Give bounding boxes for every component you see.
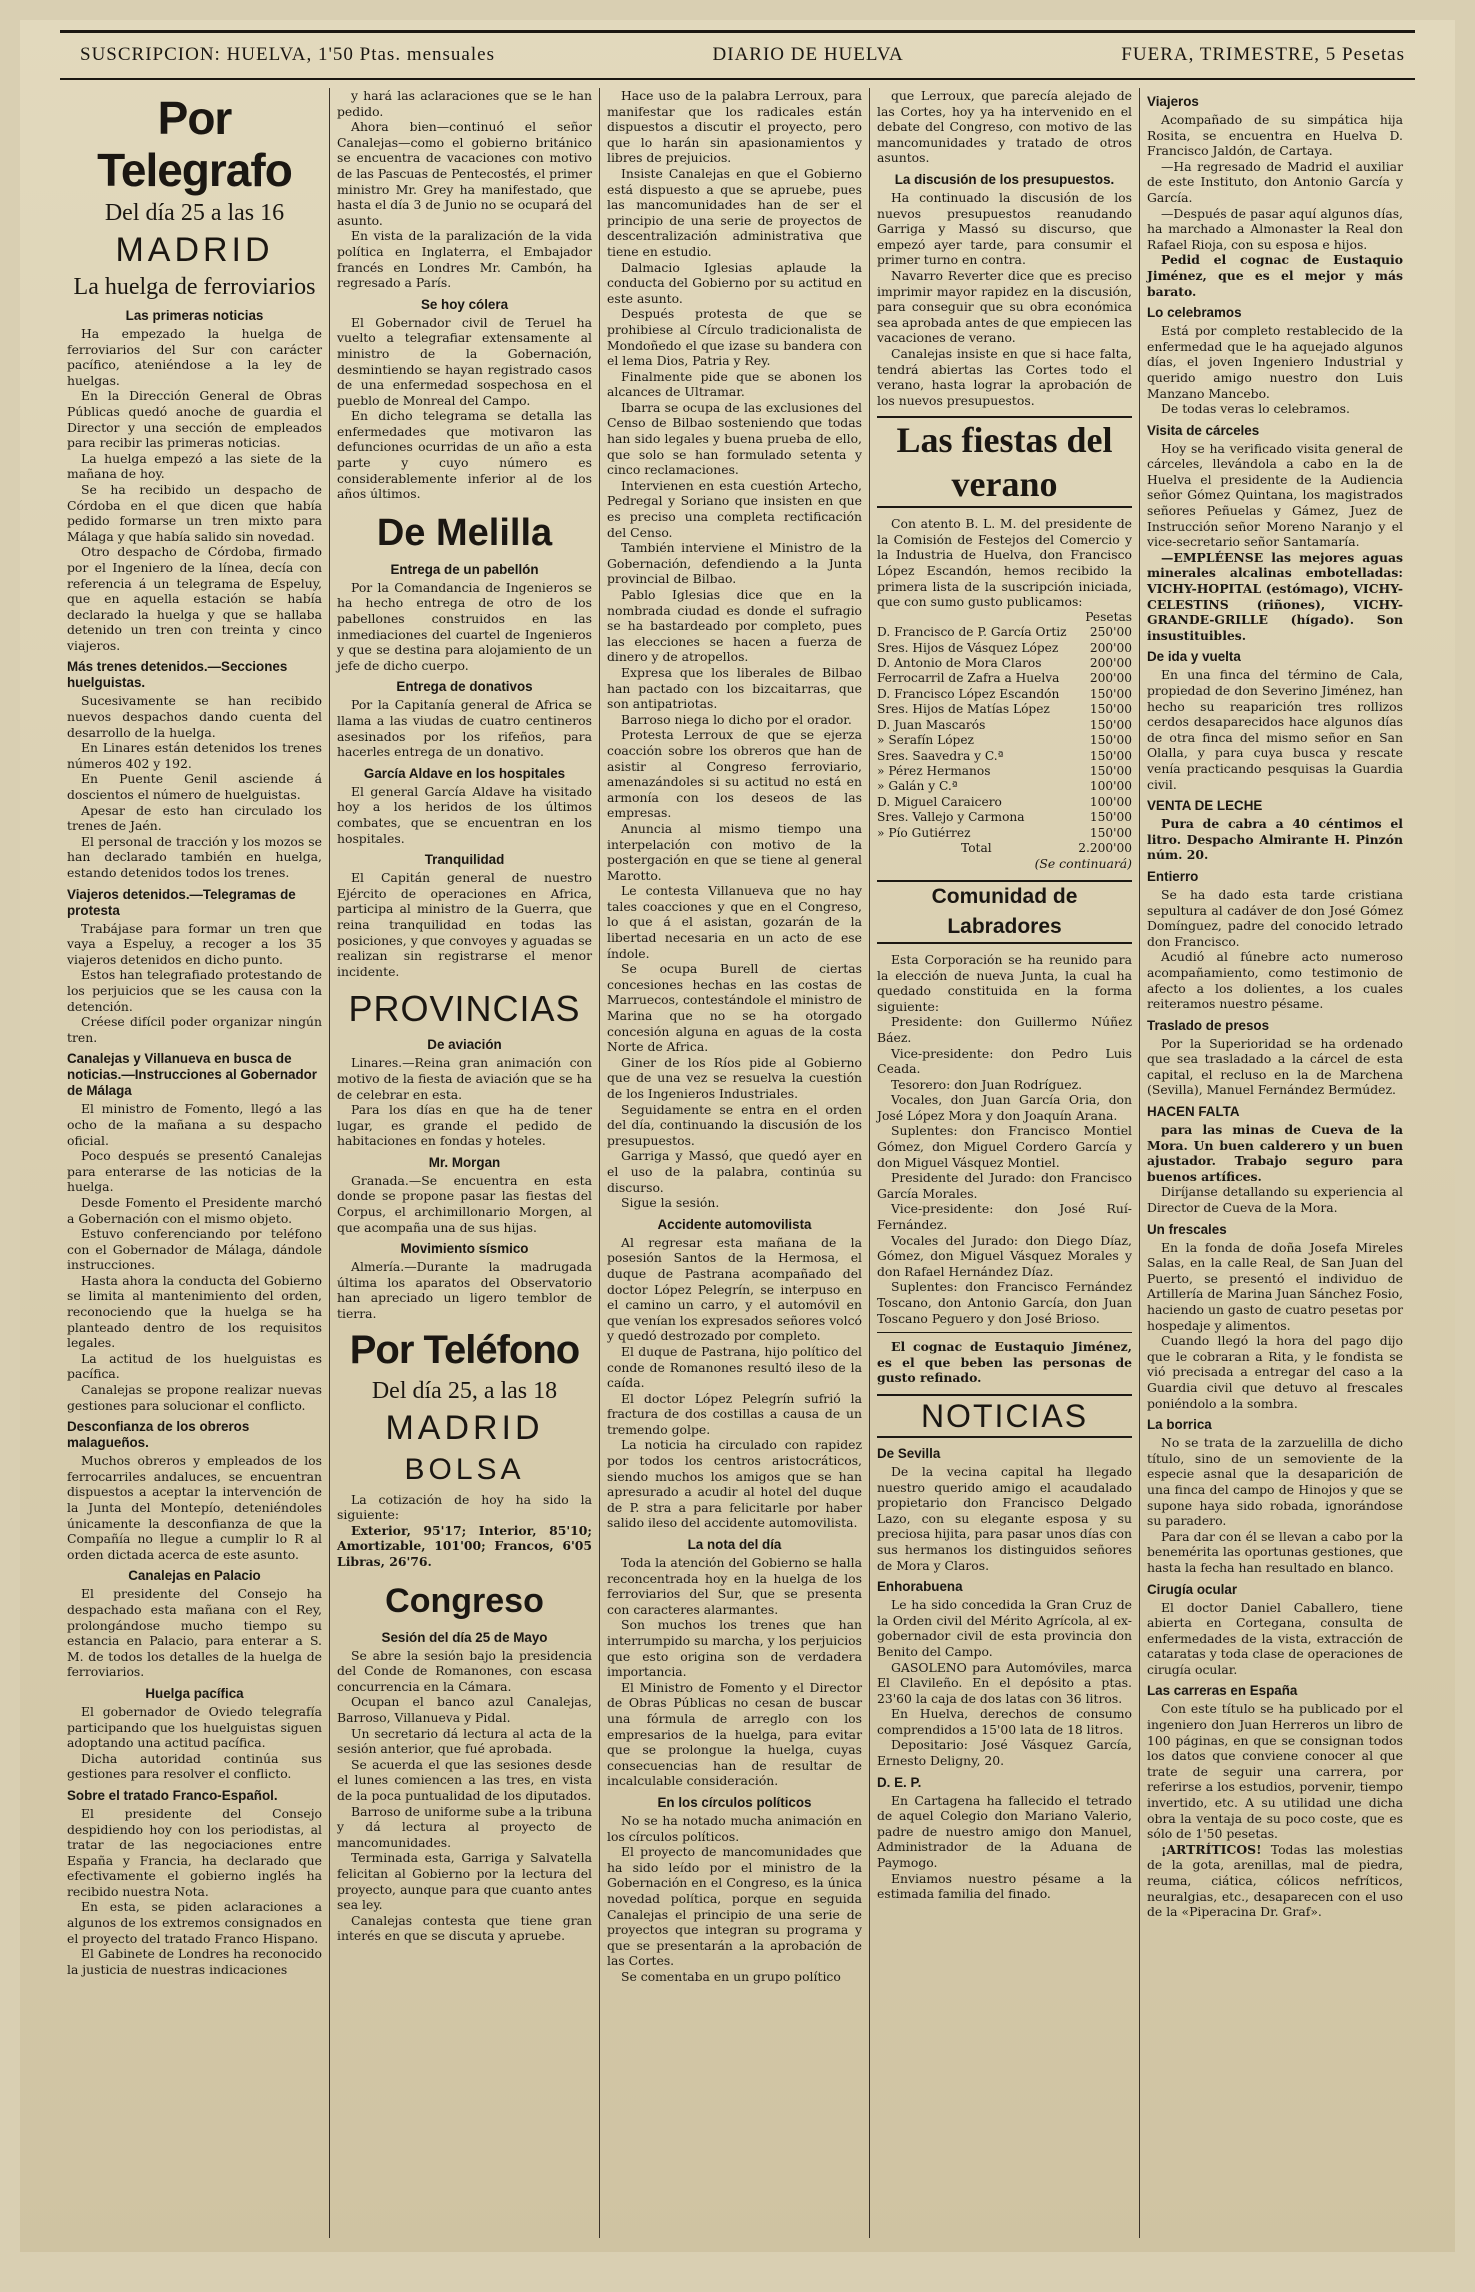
paragraph: Poco después se presentó Canalejas para enterarse de las noticias de la huelga. xyxy=(67,1148,322,1195)
column-4 xyxy=(870,88,1140,2238)
subheading: Sesión del día 25 de Mayo xyxy=(381,1629,548,1645)
subheading: La borrica xyxy=(1147,1417,1212,1433)
paragraph: Está por completo restablecido de la enfermedad que le ha aquejado algunos días, el joven Ingeniero Industrial y querido amigo nuestro don Luis Manzano Mancebo. xyxy=(1147,323,1403,401)
paragraph: Con este título se ha publicado por el ingeniero don Juan Herreros un libro de 100 páginas, en que se consignan todos los datos que conviene conocer al que trate de seguir una carrera, por referirse a los estudios, porvenir, tiempo invertido, etc. A su utilidad une dicha obra la ventaja de su poco coste, que es sólo de 1'50 pesetas. xyxy=(1147,1701,1403,1842)
paragraph: El Capitán general de nuestro Ejército de operaciones en Africa, participa al ministro de la Guerra, que reina tranquilidad en todas las posiciones, y que convoyes y aguadas se realizan sin registrarse el menor incidente. xyxy=(337,870,592,979)
subscription-local: SUSCRIPCION: HUELVA, 1'50 Ptas. mensuales xyxy=(80,44,495,65)
paragraph: Hoy se ha verificado visita general de cárceles, llevándola a cabo en la de Huelva el presidente de la Audiencia señor Gómez Quintana, los magistrados señores Peñuelas y Gámez, Juez de Instrucción señor Moreno Naranjo y el vice-secretario señor Santamaría. xyxy=(1147,440,1403,550)
donor-amount: 100'00 xyxy=(1089,794,1132,809)
paragraph: Granada.—Se encuentra en esta donde se propone pasar las fiestas del Corpus, el archimillonario Morgen, al que acompaña una de sus hijas. xyxy=(337,1172,592,1235)
paragraph: En Huelva, derechos de consumo comprendidos a 15'00 lata de 18 litros. xyxy=(877,1706,1132,1737)
list-item xyxy=(877,641,1132,656)
paragraph: Sigue la sesión. xyxy=(621,1195,720,1211)
paragraph: Presidente del Jurado: don Francisco García Morales. xyxy=(877,1170,1132,1201)
paragraph: Ha empezado la huelga de ferroviarios del Sur con carácter pacífico, ateniéndose a la ley de huelgas. xyxy=(67,326,322,388)
donor-amount: 150'00 xyxy=(1089,733,1132,748)
columns xyxy=(60,88,1430,2238)
paragraph: Por la Superioridad se ha ordenado que sea trasladado a la cárcel de esta capital, el recluso en la de Marchena (Sevilla), Manuel Fernández Bermúdez. xyxy=(1147,1035,1403,1098)
masthead xyxy=(80,40,1405,70)
paragraph: Se ocupa Burell de ciertas concesiones hechas en las costas de Marruecos, contestándole el ministro de Marina que no se ha otorgado concesión alguna en aguas de la costa Norte de Africa. xyxy=(607,961,862,1055)
paragraph: Pablo Iglesias dice que en la nombrada ciudad es donde el sufragio se ha bastardeado por completo, pues las elecciones se hacen a fuerza de dinero y de atropellos. xyxy=(607,587,862,665)
subheading: Entierro xyxy=(1147,868,1199,884)
masthead-rule xyxy=(60,78,1415,80)
list-item xyxy=(877,671,1132,686)
paragraph: que Lerroux, que parecía alejado de las Cortes, hoy ya ha intervenido en el debate del Congreso, con motivo de las mancomunidades y tratado de otros asuntos. xyxy=(877,88,1132,166)
paragraph: Almería.—Durante la madrugada última los aparatos del Observatorio han apreciado un ligero temblor de tierra. xyxy=(337,1259,592,1322)
subheading: Traslado de presos xyxy=(1147,1017,1270,1033)
donor-name: Sres. Vallejo y Carmona xyxy=(877,810,1025,825)
paragraph: Seguidamente se entra en el orden del día, continuando la discusión de los presupuestos. xyxy=(607,1101,862,1148)
list-item xyxy=(877,795,1132,810)
list-item xyxy=(877,625,1132,640)
paragraph: En la Dirección General de Obras Públicas quedó anoche de guardia el Director y una sección de empleados para recibir las primeras noticias. xyxy=(67,388,322,451)
section-title: Comunidad de Labradores xyxy=(877,880,1132,944)
donor-name: Sres. Saavedra y C.ª xyxy=(877,748,1004,763)
paragraph: Suplentes: don Francisco Fernández Toscano, don Antonio García, don Juan Toscano Peguero y don José Brioso. xyxy=(877,1279,1132,1326)
paragraph: El Gobernador civil de Teruel ha vuelto a telegrafiar extensamente al ministro de la Gobernación, desmintiendo se hayan registrado casos de una enfermedad sospechosa en el pueblo de Monreal del Campo. xyxy=(337,314,592,408)
paragraph: Después protesta de que se prohibiese al Círculo tradicionalista de Mondoñedo el que izase su bandera con el lema Dios, Patria y Rey. xyxy=(607,306,862,369)
paragraph: Estuvo conferenciando por teléfono con el Gobernador de Málaga, dándole instrucciones. xyxy=(67,1226,322,1273)
paragraph: Toda la atención del Gobierno se halla reconcentrada hoy en la huelga de los ferroviarios del Sur, que se presenta con caracteres alarmantes. xyxy=(607,1555,862,1617)
paragraph: El ministro de Fomento, llegó a las ocho de la mañana a su despacho oficial. xyxy=(67,1101,322,1148)
paragraph: Se comentaba en un grupo político xyxy=(621,1968,841,1984)
donor-amount: 150'00 xyxy=(1089,810,1132,825)
donor-amount: 150'00 xyxy=(1089,748,1132,763)
paragraph: Desde Fomento el Presidente marchó a Gobernación con el mismo objeto. xyxy=(67,1194,322,1226)
subheading: Cirugía ocular xyxy=(1147,1581,1238,1597)
paragraph: El general García Aldave ha visitado hoy a los heridos de los últimos combates, que se encuentran en los hospitales. xyxy=(337,783,592,846)
subheading: De aviación xyxy=(427,1037,502,1053)
donor-amount: 200'00 xyxy=(1089,671,1132,686)
paragraph: Sucesivamente se han recibido nuevos despachos dando cuenta del desarrollo de la huelga. xyxy=(67,693,322,740)
column-3 xyxy=(600,88,870,2238)
paragraph: El doctor López Pelegrín sufrió la fractura de dos costillas a causa de un tremendo golpe. xyxy=(607,1390,862,1437)
paragraph: En una finca del término de Cala, propiedad de don Severino Jiménez, han hecho su reaparición tres rollizos cerdos desaparecidos hace algunos días de otra finca del mismo señor en San Olalla, y para cuya busca y rescate venía practicando pesquisas la Guardia civil. xyxy=(1147,667,1403,792)
paragraph: De todas veras lo celebramos. xyxy=(1161,401,1350,417)
paragraph: Al regresar esta mañana de la posesión Santos de la Hermosa, el duque de Pastrana acompañado del doctor López Pelegrín, se interpuso en el camino un carro, y el automóvil en que venían los expresados señores volcó y quedó destrozado por completo. xyxy=(607,1234,862,1344)
subheading: García Aldave en los hospitales xyxy=(363,765,566,781)
donor-name: » Galán y C.ª xyxy=(877,779,958,794)
donor-name: D. Francisco López Escandón xyxy=(877,686,1060,701)
paragraph: Hasta ahora la conducta del Gobierno se limita al mantenimiento del orden, reconociendo que la huelga se ha planteado dentro de los requisitos legales. xyxy=(67,1272,322,1351)
paragraph: Dicha autoridad continúa sus gestiones para resolver el conflicto. xyxy=(67,1750,322,1782)
paragraph: Para dar con él se llevan a cabo por la benemérita las oportunas gestiones, que hasta la fecha han resultado en blanco. xyxy=(1147,1528,1403,1575)
donor-name: D. Antonio de Mora Claros xyxy=(877,656,1042,671)
bolsa-heading: BOLSA xyxy=(404,1452,525,1486)
donor-name: » Pérez Hermanos xyxy=(877,763,991,778)
paragraph: GASOLENO para Automóviles, marca El Clavileño. En el depósito a ptas. 23'60 la caja de dos latas con 36 litros. xyxy=(877,1659,1132,1706)
ad-text: Todas las molestias de la gota, arenillas, mal de piedra, reuma, ciática, cólicos nefríticos, neuralgias, etc., desaparecen con el uso de la «Piperacina Dr. Graf». xyxy=(1147,1841,1403,1920)
paragraph: En esta, se piden aclaraciones a algunos de los extremos consignados en el proyecto del tratado Franco Hispano. xyxy=(67,1899,322,1946)
paragraph: Un secretario dá lectura al acta de la sesión anterior, que fué aprobada. xyxy=(337,1725,592,1757)
donor-name: D. Miguel Caraicero xyxy=(877,794,1002,809)
column-1 xyxy=(60,88,330,2238)
newspaper-title: DIARIO DE HUELVA xyxy=(712,44,904,65)
list-item xyxy=(877,656,1132,671)
donor-name: » Pío Gutiérrez xyxy=(877,825,971,840)
subheading: Un frescales xyxy=(1147,1221,1227,1237)
paragraph: —Después de pasar aquí algunos días, ha marchado a Almonaster la Real don Rafael Rioja, con su esposa e hijos. xyxy=(1147,205,1403,252)
paragraph: En Puente Genil asciende á doscientos el número de huelguistas. xyxy=(67,771,322,803)
paragraph: El personal de tracción y los mozos se han declarado también en huelga, estando detenidos todos los trenes. xyxy=(67,833,322,880)
donor-amount: 150'00 xyxy=(1089,825,1132,840)
dateline: Del día 25, a las 18 xyxy=(371,1377,558,1404)
paragraph: Apesar de esto han circulado los trenes de Jaén. xyxy=(67,802,322,834)
subheading: Más trenes detenidos.—Secciones huelguistas. xyxy=(67,659,288,691)
paragraph: Se acuerda el que las sesiones desde el lunes comiencen a las tres, en vista de la poca puntualidad de los diputados. xyxy=(337,1756,592,1803)
paragraph: Diríjanse detallando su experiencia al Director de Cueva de la Mora. xyxy=(1147,1184,1403,1216)
donor-name: D. Juan Mascarós xyxy=(877,717,986,732)
list-item xyxy=(877,810,1132,825)
paragraph: Suplentes: don Francisco Montiel Gómez, don Miguel Cordero García y don Miguel Vásquez Montiel. xyxy=(877,1123,1132,1170)
paragraph: Otro despacho de Córdoba, firmado por el Ingeniero de la línea, decía con referencia á un telegrama de Espeluy, que en aquella estación se había declarado la huelga y que se hallaba detenido un tren con treinta y cinco viajeros. xyxy=(67,544,322,653)
section-title: PROVINCIAS xyxy=(348,988,581,1030)
headline: La huelga de ferroviarios xyxy=(73,274,316,300)
paragraph: Esta Corporación se ha reunido para la elección de nueva Junta, la cual ha quedado constituida en la forma siguiente: xyxy=(877,951,1132,1014)
paragraph: La huelga empezó a las siete de la mañana de hoy. xyxy=(67,450,322,482)
subheading: Tranquilidad xyxy=(424,852,505,868)
paragraph: La cotización de hoy ha sido la siguiente: xyxy=(337,1491,592,1523)
paragraph: —Ha regresado de Madrid el auxiliar de este Instituto, don Antonio García y García. xyxy=(1147,158,1403,205)
subheading: Sobre el tratado Franco-Español. xyxy=(67,1787,278,1803)
paragraph: Acudió al fúnebre acto numeroso acompañamiento, como testimonio de afecto a los dolientes, a los cuales reiteramos nuestro pésame. xyxy=(1147,949,1403,1012)
city-heading: MADRID xyxy=(385,1408,544,1447)
subheading: Desconfianza de los obreros malagueños. xyxy=(67,1419,250,1451)
donor-name: D. Francisco de P. García Ortiz xyxy=(877,625,1067,640)
paragraph: Ocupan el banco azul Canalejas, Barroso, Villanueva y Pidal. xyxy=(337,1694,592,1725)
column-5 xyxy=(1140,88,1410,2238)
paragraph: Expresa que los liberales de Bilbao han pactado con los bizcaitarras, que son antipatriotas. xyxy=(607,664,862,712)
subheading: La discusión de los presupuestos. xyxy=(894,171,1115,187)
paragraph: Presidente: don Guillermo Núñez Báez. xyxy=(877,1014,1132,1045)
subheading: De ida y vuelta xyxy=(1147,649,1241,665)
advertisement: El cognac de Eustaquio Jiménez, es el que beben las personas de gusto refinado. xyxy=(877,1339,1132,1386)
divider xyxy=(877,1332,1132,1333)
subheading: Entrega de un pabellón xyxy=(390,561,539,577)
advertisement: Pura de cabra a 40 céntimos el litro. Despacho Almirante H. Pinzón núm. 20. xyxy=(1147,816,1403,863)
paragraph: Giner de los Ríos pide al Gobierno que de una vez se resuelva la cuestión de los Ingenieros Industriales. xyxy=(607,1054,862,1101)
subheading: Las primeras noticias xyxy=(125,308,264,323)
subheading: De Sevilla xyxy=(877,1445,941,1461)
subheading: Lo celebramos xyxy=(1147,305,1242,321)
donor-amount: 150'00 xyxy=(1089,717,1132,732)
donor-name: » Serafín López xyxy=(877,733,974,748)
paragraph: Navarro Reverter dice que es preciso imprimir mayor rapidez en la discusión, para conseguir que su obra económica sea aprobada antes de que empiecen las vacaciones de verano. xyxy=(877,267,1132,346)
paragraph: Ahora bien—continuó el señor Canalejas—como el gobierno británico se encuentra de vacaciones con motivo de las Pascuas de Pentecostés, el primer ministro Mr. Grey ha manifestado, que hasta el día 3 de Junio no se ocupará del asunto. xyxy=(337,119,592,228)
section-title: Por Telegrafo xyxy=(97,92,292,196)
paragraph: Ha continuado la discusión de los nuevos presupuestos reanudando Garriga y Massó su discurso, que empezó ayer tarde, para consumir el primer turno en contra. xyxy=(877,189,1132,268)
advertisement: Pedid el cognac de Eustaquio Jiménez, que es el mejor y más barato. xyxy=(1147,252,1403,299)
donor-amount: 150'00 xyxy=(1089,686,1132,701)
total-amount: 2.200'00 xyxy=(1078,840,1132,855)
paragraph: De la vecina capital ha llegado nuestro querido amigo el acaudalado propietario don Francisco Delgado Lazo, con su elegante esposa y su preciosa hijita, para pasar unos días con sus hermanos los distinguidos señores de Mora y Claros. xyxy=(877,1463,1132,1573)
subheading: Visita de cárceles xyxy=(1147,422,1260,438)
paragraph: Se ha recibido un despacho de Córdoba en el que dicen que había pedido formarse un tren mixto para Málaga y que había salido sin novedad. xyxy=(67,481,322,544)
paragraph: Por la Comandancia de Ingenieros se ha hecho entrega de otro de los pabellones construidos en las inmediaciones del cuartel de Ingenieros y que se destina para alojamiento de un jefe de dicho cuerpo. xyxy=(337,579,592,673)
paragraph: También interviene el Ministro de la Gobernación, defendiendo a la Junta provincial de Bilbao. xyxy=(607,540,862,587)
paragraph: En dicho telegrama se detalla las enfermedades que motivaron las defunciones ocurridas de un año a esta parte y cuyo número es considerablemente inferior al de los años últimos. xyxy=(337,408,592,502)
section-title: Congreso xyxy=(385,1581,544,1620)
donor-amount: 100'00 xyxy=(1089,779,1132,794)
donor-name: Sres. Hijos de Matías López xyxy=(877,702,1050,717)
paragraph: El doctor Daniel Caballero, tiene abierta en Cortegana, consulta de enfermedades de la vista, extracción de cataratas y toda clase de operaciones de cirugía ocular. xyxy=(1147,1599,1403,1677)
advertisement: —EMPLÉENSE las mejores aguas minerales alcalinas embotelladas: VICHY-HOPITAL (estómago), VICHY-CELESTINS (riñones), VICHY-GRANDE-GRILLE (hígado). Son insustituibles. xyxy=(1147,549,1403,643)
paragraph: La actitud de los huelguistas es pacífica. xyxy=(67,1350,322,1382)
donor-name: Sres. Hijos de Vásquez López xyxy=(877,640,1059,655)
paragraph: Hace uso de la palabra Lerroux, para manifestar que los radicales están dispuestos a discutir el proyecto, pero que lo harán sin apasionamientos y libres de prejuicios. xyxy=(607,88,862,166)
section-title: Por Teléfono xyxy=(349,1327,580,1372)
paragraph: Le ha sido concedida la Gran Cruz de la Orden civil del Mérito Agrícola, al ex-gobernador civil de esta provincia don Benito del Campo. xyxy=(877,1597,1132,1659)
paragraph: Insiste Canalejas en que el Gobierno está dispuesto a que se apruebe, pues las mancomunidades han de ser el principio de una serie de proyectos de descentralización administrativa que tiene en estudio. xyxy=(607,165,862,259)
subheading: Las carreras en España xyxy=(1147,1683,1298,1699)
paragraph: Se ha dado esta tarde cristiana sepultura al cadáver de don José Gómez Domínguez, padre del conocido letrado don Francisco. xyxy=(1147,886,1403,949)
advertisement xyxy=(1147,1842,1403,1920)
list-item xyxy=(877,749,1132,764)
subheading: Viajeros xyxy=(1147,94,1199,109)
subheading: Enhorabuena xyxy=(877,1579,963,1595)
subscription-outside: FUERA, TRIMESTRE, 5 Pesetas xyxy=(1121,44,1405,65)
paragraph: En Cartagena ha fallecido el tetrado de aquel Colegio don Mariano Valerio, padre de nuestro amigo don Manuel, Administrador de la Aduana de Paymogo. xyxy=(877,1792,1132,1871)
subscription-list xyxy=(877,610,1132,857)
paragraph: Créese difícil poder organizar ningún tren. xyxy=(67,1014,322,1045)
list-item xyxy=(877,826,1132,841)
paragraph: Trabájase para formar un tren que vaya a Espeluy, a recoger a los 35 viajeros detenidos en dicho punto. xyxy=(67,920,322,967)
total-label: Total xyxy=(961,840,992,855)
subheading: Movimiento sísmico xyxy=(400,1241,529,1257)
paragraph: El presidente del Consejo ha despachado esta mañana con el Rey, prolongándose mucho tiempo su estancia en Palacio, para enterar a S. M. de todos los detalles de la huelga de ferroviarios. xyxy=(67,1586,322,1680)
paragraph: Finalmente pide que se abonen los alcances de Ultramar. xyxy=(607,368,862,400)
stock-quotes: Exterior, 95'17; Interior, 85'10; Amortizable, 101'00; Francos, 6'05 Libras, 26'76. xyxy=(337,1522,592,1569)
section-title: Las fiestas del verano xyxy=(877,416,1132,508)
donor-name: Ferrocarril de Zafra a Huelva xyxy=(877,671,1060,686)
subheading: HACEN FALTA xyxy=(1147,1104,1240,1120)
paragraph: En vista de la paralización de la vida política en Inglaterra, el Embajador francés en Londres Mr. Cambón, ha regresado a París. xyxy=(337,228,592,291)
paragraph: En Linares están detenidos los trenes números 402 y 192. xyxy=(67,740,322,771)
paragraph: No se ha notado mucha animación en los círculos políticos. xyxy=(607,1812,862,1844)
subheading: VENTA DE LECHE xyxy=(1147,798,1263,814)
subheading: En los círculos políticos xyxy=(657,1794,812,1810)
paragraph: El proyecto de mancomunidades que ha sido leído por el ministro de la Gobernación en el Congreso, es la única novedad política, porque en seguida Canalejas el principio de una serie de proyectos que integran su programa y que se presentarán a la aprobación de las Cortes. xyxy=(607,1844,862,1969)
paragraph: Tesorero: don Juan Rodríguez. xyxy=(891,1076,1083,1092)
subheading: Viajeros detenidos.—Telegramas de protesta xyxy=(67,886,296,918)
paragraph: Canalejas contesta que tiene gran interés en que se discuta y apruebe. xyxy=(337,1912,592,1944)
subheading: Canalejas en Palacio xyxy=(128,1568,261,1584)
paragraph: Son muchos los trenes que han interrumpido su marcha, y los perjuicios que esto origina son de verdadera importancia. xyxy=(607,1617,862,1680)
paragraph: Terminada esta, Garriga y Salvatella felicitan al Gobierno por la lectura del proyecto, aunque para que cuanto antes sea ley. xyxy=(337,1850,592,1913)
paragraph: Vice-presidente: don Pedro Luis Ceada. xyxy=(877,1045,1132,1077)
paragraph: El Ministro de Fomento y el Director de Obras Públicas no cesan de buscar una fórmula de arreglo con los empresarios de la huelga, para evitar que se prolongue la huelga, cuyas consecuencias han de resultar de incalculable consideración. xyxy=(607,1679,862,1789)
paragraph: Barroso niega lo dicho por el orador. xyxy=(621,711,852,727)
subheading: Canalejas y Villanueva en busca de noticias.—Instrucciones al Gobernador de Málaga xyxy=(67,1051,318,1099)
list-item xyxy=(877,733,1132,748)
paragraph: Estos han telegrafiado protestando de los perjuicios que se les causa con la detención. xyxy=(67,967,322,1014)
paragraph: No se trata de la zarzuelilla de dicho título, sino de un semoviente de la especie asnal que la desaparición de una finca del campo de Hinojos y que se supone haya sido robada, ignorándose su paradero. xyxy=(1147,1435,1403,1529)
subheading: Se hoy cólera xyxy=(420,296,509,312)
donor-amount: 150'00 xyxy=(1089,763,1132,778)
list-item xyxy=(877,687,1132,702)
paragraph: Cuando llegó la hora del pago dijo que le cobraran a Rita, y le fondista se vió precisada a entregar del caso a la Guardia civil que detuvo al frescales poniéndolo a la sombra. xyxy=(1147,1333,1403,1411)
paragraph: Le contesta Villanueva que no hay tales coacciones y que en el Congreso, lo que á el asistan, gozarán de la libertad necesaria en un acto de ese índole. xyxy=(607,883,862,961)
paragraph: Por la Capitanía general de Africa se llama a las viudas de cuatro centineros asesinados por los rifeños, para hacerles entrega de un donativo. xyxy=(337,697,592,760)
continued-note: (Se continuará) xyxy=(1034,856,1132,872)
paragraph: El Gabinete de Londres ha reconocido la justicia de nuestras indicaciones xyxy=(67,1946,322,1977)
list-item xyxy=(877,764,1132,779)
subheading: Accidente automovilista xyxy=(657,1216,812,1232)
paragraph: Con atento B. L. M. del presidente de la Comisión de Festejos del Comercio y la Industria de Huelva, don Francisco López Escandón, hemos recibido la primera lista de la suscripción iniciada, que con sumo gusto publicamos: xyxy=(877,516,1132,610)
subheading: Huelga pacífica xyxy=(145,1685,244,1701)
top-rule xyxy=(60,30,1415,33)
paragraph: Canalejas insiste en que si hace falta, tendrá abiertas las Cortes todo el verano, hasta lograr la aprobación de los nuevos presupuestos. xyxy=(877,345,1132,408)
list-item xyxy=(877,779,1132,794)
paragraph: La noticia ha circulado con rapidez por todos los centros aristocráticos, siendo muchos los amigos que se han apresurado a acudir al hotel del duque de P. stra a para felicitarle por haber salido ileso del accidente automovilista. xyxy=(607,1437,862,1531)
paragraph: Vice-presidente: don José Ruí-Fernández. xyxy=(877,1201,1132,1233)
ad-heading: ¡ARTRÍTICOS! xyxy=(1161,1841,1262,1857)
list-item xyxy=(877,718,1132,733)
paragraph: El duque de Pastrana, hijo político del conde de Romanones resultó ileso de la caída. xyxy=(607,1343,862,1391)
list-item xyxy=(877,702,1132,717)
paragraph: y hará las aclaraciones que se le han pedido. xyxy=(337,88,592,119)
column-2 xyxy=(330,88,600,2238)
paragraph: El gobernador de Oviedo telegrafía participando que los huelguistas siguen adoptando una actitud pacífica. xyxy=(67,1703,322,1751)
paragraph: Ibarra se ocupa de las exclusiones del Censo de Bilbao sosteniendo que todas han sido legales y buena prueba de ello, que solo se han formulado setenta y cinco reclamaciones. xyxy=(607,399,862,478)
donor-amount: 200'00 xyxy=(1089,640,1132,655)
paragraph: Para los días en que ha de tener lugar, es grande el pedido de habitaciones en fondas y hoteles. xyxy=(337,1102,592,1149)
section-title: De Melilla xyxy=(376,511,553,554)
donor-amount: 250'00 xyxy=(1089,625,1132,640)
newspaper-page xyxy=(20,20,1455,2252)
paragraph: Muchos obreros y empleados de los ferrocarriles andaluces, se encuentran dispuestos a aceptar la intervención de la Junta del Montepío, deteniéndoles únicamente la desconfianza de que la Compañía no llegue a cumplir lo R al orden dictada acerca de este asunto. xyxy=(67,1453,322,1562)
paragraph: Linares.—Reina gran animación con motivo de la fiesta de aviación que se ha de celebrar en esta. xyxy=(337,1055,592,1102)
paragraph: Se abre la sesión bajo la presidencia del Conde de Romanones, con escasa concurrencia en la Cámara. xyxy=(337,1647,592,1694)
section-title: NOTICIAS xyxy=(877,1394,1132,1438)
paragraph: Protesta Lerroux de que se ejerza coacción sobre los obreros que han de asistir al Congreso ferroviario, amenazándoles si su actitud no está en armonía con los deseos de las empresas. xyxy=(607,727,862,821)
paragraph: Garriga y Massó, que quedó ayer en el uso de la palabra, continúa su discurso. xyxy=(607,1148,862,1195)
dateline: Del día 25 a las 16 xyxy=(104,200,285,226)
paragraph: El presidente del Consejo despidiendo hoy con los periodistas, al tratar de las negociaciones entre España y Francia, ha declarado que efectivamente el gobierno inglés ha recibido nuestra Nota. xyxy=(67,1805,322,1899)
paragraph: Vocales, don Juan García Oria, don José López Mora y don Joaquín Arana. xyxy=(877,1092,1132,1123)
paragraph: Dalmacio Iglesias aplaude la conducta del Gobierno por su actitud en este asunto. xyxy=(607,259,862,306)
subheading: D. E. P. xyxy=(877,1774,922,1790)
paragraph: Anuncia al mismo tiempo una interpelación con motivo de la postergación en que se tiene al general Marotto. xyxy=(607,820,862,883)
donor-amount: 150'00 xyxy=(1089,702,1132,717)
subheading: Mr. Morgan xyxy=(428,1154,501,1170)
paragraph: Intervienen en esta cuestión Artecho, Pedregal y Soriano que insisten en que es preciso una completa rectificación del Censo. xyxy=(607,477,862,540)
paragraph: Canalejas se propone realizar nuevas gestiones para solucionar el conflicto. xyxy=(67,1382,322,1413)
subheading: Entrega de donativos xyxy=(396,679,533,695)
paragraph: Barroso de uniforme sube a la tribuna y dá lectura al proyecto de mancomunidades. xyxy=(337,1803,592,1850)
donor-amount: 200'00 xyxy=(1089,656,1132,671)
subheading: La nota del día xyxy=(687,1537,782,1553)
paragraph: Enviamos nuestro pésame a la estimada familia del finado. xyxy=(877,1870,1132,1902)
paragraph: Acompañado de su simpática hija Rosita, se encuentra en Huelva D. Francisco Jaldón, de Cartaya. xyxy=(1147,112,1403,159)
paragraph: En la fonda de doña Josefa Mireles Salas, en la calle Real, de San Juan del Puerto, se presentó el individuo de Artillería de Marina Juan Sánchez Fosio, haciendo un gasto de cuatro pesetas por hospedaje y alimentos. xyxy=(1147,1239,1403,1333)
paragraph: Depositario: José Vásquez García, Ernesto Deligny, 20. xyxy=(877,1737,1132,1769)
advertisement: para las minas de Cueva de la Mora. Un buen calderero y un buen ajustador. Trabajo seguro para buenos artífices. xyxy=(1147,1122,1403,1184)
city-heading: MADRID xyxy=(115,231,274,269)
list-header: Pesetas xyxy=(1085,609,1132,624)
paragraph: Vocales del Jurado: don Diego Díaz, Gómez, don Miguel Vásquez Morales y don Rafael Hernández Díaz. xyxy=(877,1232,1132,1279)
